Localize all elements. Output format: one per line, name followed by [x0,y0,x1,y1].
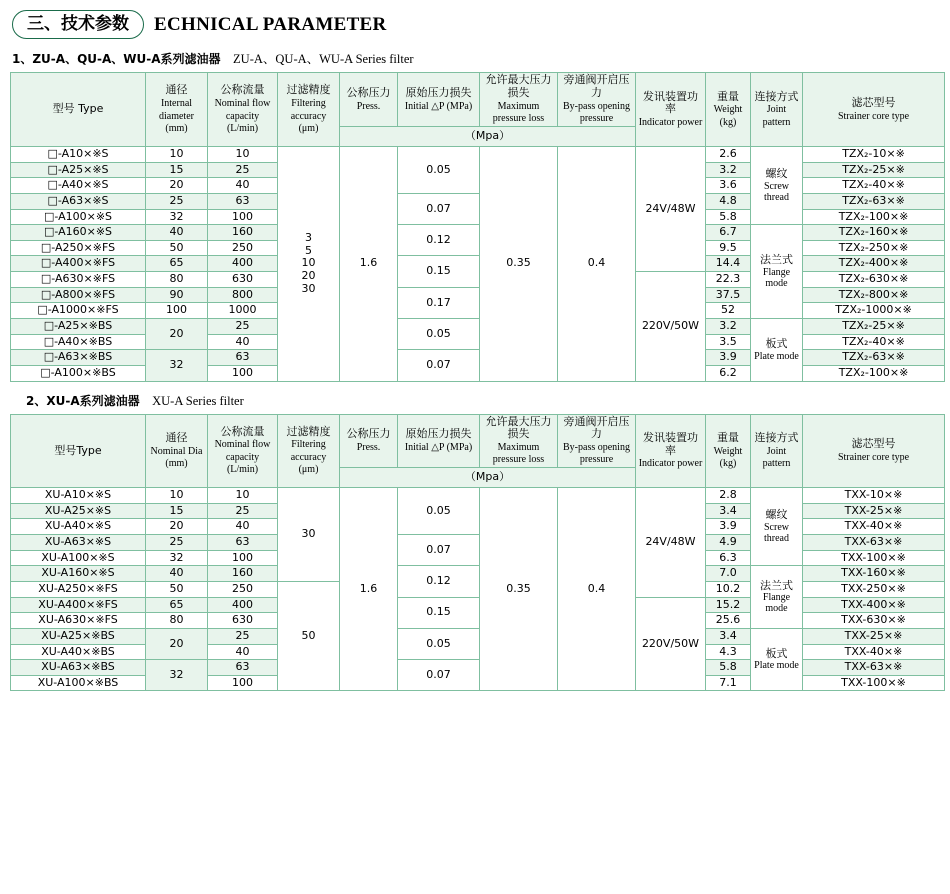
cell-flow: 63 [208,350,278,366]
table-row [11,146,945,162]
cell-initial-dp: 0.07 [398,660,480,691]
col-header-weight-cn: 重量 [717,89,739,103]
accuracy-val-1: 5 [305,243,312,257]
col-header-joint-cn: 连接方式 [754,430,799,444]
cell-model: □-A800×※FS [11,287,146,303]
cell-diameter: 32 [146,550,208,566]
col-header-diameter [146,414,208,488]
cell-weight: 7.1 [706,675,751,691]
col-header-type [11,414,146,488]
cell-model: □-A160×※S [11,225,146,241]
cell-weight: 4.8 [706,193,751,209]
cell-diameter: 20 [146,178,208,194]
cell-flow: 630 [208,272,278,288]
cell-diameter: 40 [146,566,208,582]
cell-press: 1.6 [340,146,398,381]
section-1-caption-cn: 1、ZU-A、QU-A、WU-A系列滤油器 [12,52,221,67]
cell-diameter: 50 [146,240,208,256]
cell-model: □-A1000×※FS [11,303,146,319]
col-header-weight [706,414,751,488]
cell-core: TXX-250×※ [803,581,945,597]
joint-flange-cn: 法兰式 [760,578,793,592]
cell-model: XU-A100×※BS [11,675,146,691]
col-header-joint-en: Joint pattern [762,445,791,470]
col-header-diameter [146,73,208,147]
cell-diameter: 65 [146,256,208,272]
cell-model: □-A100×※S [11,209,146,225]
table-row [11,319,945,335]
cell-initial-dp: 0.05 [398,628,480,659]
section-2-caption-en: XU-A Series filter [152,393,244,408]
col-header-flow [208,414,278,488]
cell-weight: 25.6 [706,613,751,629]
cell-model: XU-A25×※BS [11,628,146,644]
cell-diameter: 20 [146,519,208,535]
cell-initial-dp: 0.15 [398,256,480,287]
cell-core: TZX₂-40×※ [803,178,945,194]
col-header-accuracy-en: Filtering accuracy (μm) [290,98,327,135]
section-1-caption [12,49,942,67]
col-header-accuracy [278,414,340,488]
col-header-diameter-en: Nominal Dia (mm) [150,445,203,470]
cell-diameter: 32 [146,350,208,381]
cell-flow: 1000 [208,303,278,319]
col-header-press-cn: 公称压力 [346,427,391,441]
col-header-bypass [558,73,636,127]
cell-diameter: 90 [146,287,208,303]
cell-core: TXX-10×※ [803,488,945,504]
col-header-core-en: Strainer core type [837,110,910,122]
cell-core: TZX₂-250×※ [803,240,945,256]
cell-model: □-A63×※BS [11,350,146,366]
cell-model: XU-A40×※S [11,519,146,535]
cell-core: TXX-400×※ [803,597,945,613]
cell-joint-screw [751,146,803,224]
col-header-initial-dp-cn: 原始压力损失 [405,427,472,441]
cell-flow: 800 [208,287,278,303]
cell-model: □-A100×※BS [11,365,146,381]
col-header-accuracy-cn: 过滤精度 [286,83,331,97]
col-header-joint [751,73,803,147]
col-header-accuracy [278,73,340,147]
cell-press: 1.6 [340,488,398,691]
cell-model: □-A400×※FS [11,256,146,272]
cell-weight: 14.4 [706,256,751,272]
cell-weight: 3.9 [706,519,751,535]
cell-model: XU-A63×※S [11,535,146,551]
col-header-core [803,414,945,488]
cell-flow: 10 [208,146,278,162]
cell-indicator-24v: 24V/48W [636,488,706,597]
cell-flow: 100 [208,365,278,381]
cell-flow: 40 [208,519,278,535]
col-header-indicator-en: Indicator power [638,116,703,128]
cell-core: TXX-100×※ [803,675,945,691]
cell-model: □-A40×※BS [11,334,146,350]
col-header-weight-en: Weight (kg) [713,445,743,470]
cell-accuracy [278,146,340,381]
col-header-diameter-cn: 通径 [165,83,188,97]
cell-model: XU-A10×※S [11,488,146,504]
col-header-joint [751,414,803,488]
col-header-bypass [558,414,636,468]
cell-weight: 22.3 [706,272,751,288]
cell-weight: 6.7 [706,225,751,241]
cell-core: TZX₂-25×※ [803,162,945,178]
joint-plate-en: Plate mode [754,660,799,672]
cell-model: XU-A630×※FS [11,613,146,629]
page-title: ECHNICAL PARAMETER [154,13,387,35]
cell-flow: 63 [208,535,278,551]
cell-diameter: 100 [146,303,208,319]
cell-max-loss: 0.35 [480,488,558,691]
col-header-joint-cn: 连接方式 [754,89,799,103]
cell-flow: 63 [208,660,278,676]
col-header-max-loss-en: Maximum pressure loss [492,100,545,125]
section-1-caption-en: ZU-A、QU-A、WU-A Series filter [233,52,414,67]
cell-initial-dp: 0.17 [398,287,480,318]
cell-model: □-A10×※S [11,146,146,162]
cell-model: □-A25×※BS [11,319,146,335]
table-row [11,287,945,303]
cell-weight: 15.2 [706,597,751,613]
cell-flow: 40 [208,178,278,194]
mpa-unit-label: （Mpa） [340,126,636,146]
cell-flow: 100 [208,675,278,691]
table-row [11,193,945,209]
cell-model: □-A40×※S [11,178,146,194]
cell-core: TXX-25×※ [803,503,945,519]
joint-screw-en: Screw thread [764,180,789,203]
cell-flow: 25 [208,162,278,178]
cell-core: TZX₂-100×※ [803,365,945,381]
cell-bypass: 0.4 [558,146,636,381]
cell-diameter: 20 [146,319,208,350]
cell-indicator-220v: 220V/50W [636,597,706,691]
table-row [11,256,945,272]
cell-initial-dp: 0.15 [398,597,480,628]
cell-core: TZX₂-63×※ [803,350,945,366]
joint-flange-en: Flange mode [762,592,791,615]
cell-model: XU-A25×※S [11,503,146,519]
col-header-diameter-en: Internal diameter (mm) [159,98,194,135]
col-header-indicator-cn: 发讯装置功率 [643,430,698,457]
col-header-indicator [636,414,706,488]
col-header-flow [208,73,278,147]
cell-weight: 52 [706,303,751,319]
col-header-initial-dp-cn: 原始压力损失 [405,86,472,100]
cell-model: □-A25×※S [11,162,146,178]
cell-diameter: 20 [146,628,208,659]
spec-table-1 [10,72,945,381]
cell-weight: 3.2 [706,162,751,178]
col-header-bypass-cn: 旁通阀开启压力 [563,73,630,100]
col-header-indicator [636,73,706,147]
cell-flow: 25 [208,628,278,644]
col-header-core [803,73,945,147]
cell-weight: 6.3 [706,550,751,566]
cell-core: TZX₂-630×※ [803,272,945,288]
cell-core: TXX-63×※ [803,660,945,676]
cell-weight: 3.4 [706,628,751,644]
joint-flange-en: Flange mode [762,266,791,289]
cell-weight: 37.5 [706,287,751,303]
cell-diameter: 65 [146,597,208,613]
col-header-bypass-en: By-pass opening pressure [563,441,630,466]
cell-core: TXX-100×※ [803,550,945,566]
cell-flow: 250 [208,581,278,597]
cell-joint-screw [751,488,803,566]
cell-joint-plate [751,319,803,382]
cell-flow: 400 [208,256,278,272]
col-header-max-loss-cn: 允许最大压力损失 [485,414,552,441]
cell-weight: 3.9 [706,350,751,366]
cell-weight: 6.2 [706,365,751,381]
table-row [11,225,945,241]
cell-model: XU-A160×※S [11,566,146,582]
cell-core: TZX₂-160×※ [803,225,945,241]
table-header-row [11,73,945,127]
cell-initial-dp: 0.12 [398,566,480,597]
table-row [11,488,945,504]
cell-core: TZX₂-400×※ [803,256,945,272]
cell-flow: 250 [208,240,278,256]
cell-flow: 40 [208,644,278,660]
cell-flow: 63 [208,193,278,209]
cell-weight: 7.0 [706,566,751,582]
col-header-max-loss [480,414,558,468]
cell-flow: 160 [208,566,278,582]
joint-screw-en: Screw thread [764,522,789,545]
cell-diameter: 15 [146,503,208,519]
cell-core: TXX-40×※ [803,519,945,535]
table-row [11,628,945,644]
cell-diameter: 80 [146,272,208,288]
cell-weight: 4.9 [706,535,751,551]
col-header-diameter-cn: 通径 [165,430,188,444]
cell-weight: 4.3 [706,644,751,660]
cell-core: TZX₂-10×※ [803,146,945,162]
cell-model: XU-A63×※BS [11,660,146,676]
cell-flow: 630 [208,613,278,629]
table-row [11,350,945,366]
cell-flow: 400 [208,597,278,613]
section-2-caption [26,392,942,409]
cell-diameter: 10 [146,488,208,504]
col-header-initial-dp [398,414,480,468]
cell-core: TXX-40×※ [803,644,945,660]
cell-diameter: 10 [146,146,208,162]
cell-model: XU-A250×※FS [11,581,146,597]
col-header-indicator-en: Indicator power [638,458,703,470]
table-row [11,660,945,676]
cell-core: TZX₂-63×※ [803,193,945,209]
cell-diameter: 32 [146,660,208,691]
cell-flow: 40 [208,334,278,350]
cell-core: TXX-63×※ [803,535,945,551]
joint-plate-cn: 板式 [765,336,788,350]
col-header-flow-cn: 公称流量 [220,424,265,438]
col-header-weight-en: Weight (kg) [713,104,743,128]
table-row [11,566,945,582]
cell-diameter: 40 [146,225,208,241]
cell-initial-dp: 0.05 [398,319,480,350]
cell-joint-plate [751,628,803,691]
cell-weight: 2.8 [706,488,751,504]
cell-weight: 3.5 [706,334,751,350]
cell-initial-dp: 0.05 [398,488,480,535]
cell-accuracy-30: 30 [278,488,340,582]
cell-model: XU-A100×※S [11,550,146,566]
cell-diameter: 25 [146,535,208,551]
table-header-row [11,414,945,468]
section-number-badge: 三、技术参数 [12,10,144,39]
cell-weight: 2.6 [706,146,751,162]
cell-model: □-A250×※FS [11,240,146,256]
cell-model: XU-A40×※BS [11,644,146,660]
cell-flow: 10 [208,488,278,504]
joint-plate-cn: 板式 [765,646,788,660]
col-header-accuracy-cn: 过滤精度 [286,424,331,438]
table-row [11,597,945,613]
cell-flow: 100 [208,209,278,225]
cell-core: TZX₂-25×※ [803,319,945,335]
joint-plate-en: Plate mode [754,350,799,362]
cell-bypass: 0.4 [558,488,636,691]
cell-weight: 9.5 [706,240,751,256]
col-header-core-en: Strainer core type [837,451,910,463]
cell-max-loss: 0.35 [480,146,558,381]
cell-core: TZX₂-100×※ [803,209,945,225]
col-header-press-cn: 公称压力 [346,86,391,100]
cell-weight: 3.4 [706,503,751,519]
cell-weight: 10.2 [706,581,751,597]
cell-initial-dp: 0.07 [398,193,480,224]
cell-core: TXX-160×※ [803,566,945,582]
col-header-max-loss-cn: 允许最大压力损失 [485,73,552,100]
cell-diameter: 32 [146,209,208,225]
cell-flow: 100 [208,550,278,566]
col-header-flow-en: Nominal flow capacity (L/min) [214,439,271,476]
col-header-flow-en: Nominal flow capacity (L/min) [214,98,271,135]
col-header-accuracy-en: Filtering accuracy (μm) [290,439,327,476]
cell-initial-dp: 0.07 [398,535,480,566]
col-header-flow-cn: 公称流量 [220,83,265,97]
cell-diameter: 50 [146,581,208,597]
accuracy-val-3: 20 [301,269,316,283]
col-header-bypass-cn: 旁通阀开启压力 [563,414,630,441]
col-header-weight-cn: 重量 [717,430,739,444]
col-header-initial-dp [398,73,480,127]
cell-core: TXX-25×※ [803,628,945,644]
joint-screw-cn: 螺纹 [765,167,788,181]
accuracy-val-4: 30 [301,281,316,295]
col-header-press [340,73,398,127]
section-2-caption-cn: 2、XU-A系列滤油器 [26,393,140,408]
accuracy-val-2: 10 [301,256,316,270]
col-header-core-cn: 滤芯型号 [851,437,896,451]
cell-weight: 5.8 [706,660,751,676]
col-header-press [340,414,398,468]
col-header-press-en: Press. [356,441,381,453]
table-row [11,535,945,551]
cell-joint-flange [751,225,803,319]
cell-model: □-A63×※S [11,193,146,209]
cell-flow: 25 [208,503,278,519]
col-header-weight [706,73,751,147]
cell-initial-dp: 0.05 [398,146,480,193]
cell-diameter: 15 [146,162,208,178]
accuracy-val-0: 3 [305,231,312,245]
col-header-initial-dp-en: Initial △P (MPa) [404,100,473,112]
cell-core: TZX₂-1000×※ [803,303,945,319]
col-header-type-cn: 型号Type [54,443,102,457]
joint-screw-cn: 螺纹 [765,508,788,522]
col-header-type-cn: 型号 Type [52,102,104,116]
cell-weight: 3.6 [706,178,751,194]
cell-flow: 25 [208,319,278,335]
cell-core: TXX-630×※ [803,613,945,629]
cell-indicator-24v: 24V/48W [636,146,706,271]
cell-joint-flange [751,566,803,629]
col-header-bypass-en: By-pass opening pressure [563,100,630,125]
cell-model: XU-A400×※FS [11,597,146,613]
cell-initial-dp: 0.07 [398,350,480,381]
col-header-max-loss-en: Maximum pressure loss [492,441,545,466]
col-header-initial-dp-en: Initial △P (MPa) [404,441,473,453]
cell-diameter: 80 [146,613,208,629]
col-header-type [11,73,146,147]
col-header-indicator-cn: 发讯装置功率 [643,89,698,116]
col-header-joint-en: Joint pattern [762,104,791,128]
cell-accuracy-50: 50 [278,581,340,690]
cell-core: TZX₂-40×※ [803,334,945,350]
col-header-core-cn: 滤芯型号 [851,96,896,110]
col-header-max-loss [480,73,558,127]
spec-table-2 [10,414,945,692]
cell-model: □-A630×※FS [11,272,146,288]
cell-indicator-220v: 220V/50W [636,272,706,381]
cell-diameter: 25 [146,193,208,209]
col-header-press-en: Press. [356,100,381,112]
cell-flow: 160 [208,225,278,241]
page-header [12,10,942,39]
cell-core: TZX₂-800×※ [803,287,945,303]
cell-weight: 5.8 [706,209,751,225]
joint-flange-cn: 法兰式 [760,253,793,267]
mpa-unit-label: （Mpa） [340,468,636,488]
cell-weight: 3.2 [706,319,751,335]
cell-initial-dp: 0.12 [398,225,480,256]
